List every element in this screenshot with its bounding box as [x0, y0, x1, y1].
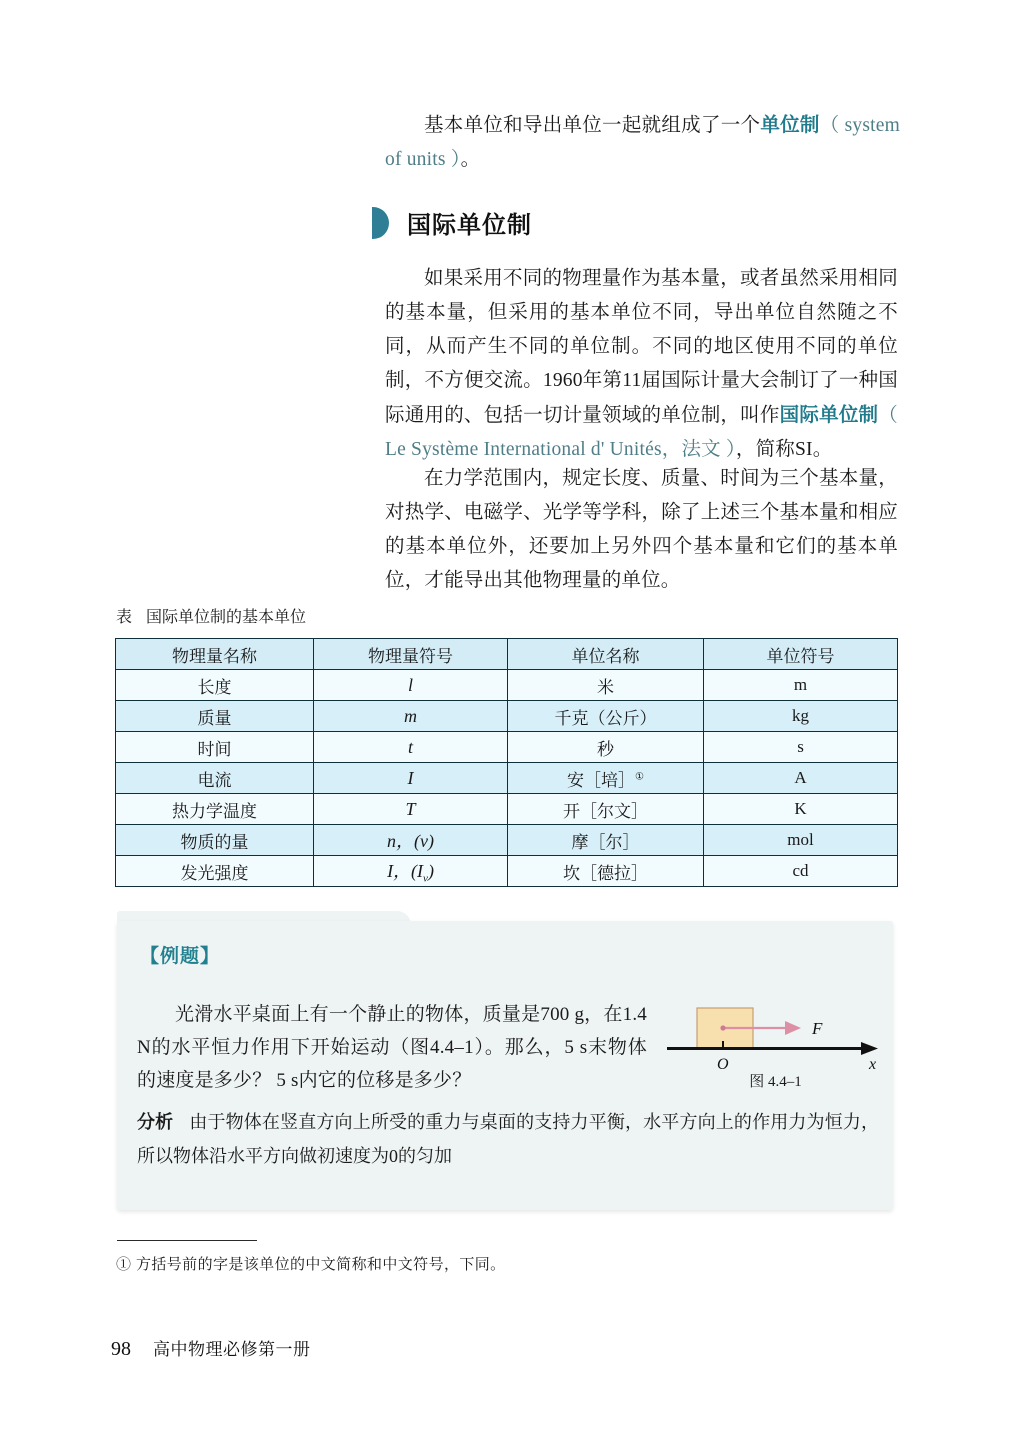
analysis-text: 由于物体在竖直方向上所受的重力与桌面的支持力平衡，水平方向上的作用力为恒力，所以物体沿水平方向做初速度为0的匀加	[137, 1112, 880, 1166]
intro-text-before: 基本单位和导出单位一起就组成了一个	[424, 115, 761, 136]
table-header-unit-name: 单位名称	[508, 639, 704, 670]
cell-footnote-marker: ①	[635, 770, 644, 782]
paragraph-one-latin-term: （ Le Système International d' Unités，法文 ）	[385, 405, 898, 460]
cell-quantity: 物质的量	[116, 825, 314, 856]
paragraph-one	[385, 262, 898, 467]
cell-unit-name: 开［尔文］	[508, 794, 704, 825]
cell-symbol: I，$(I_v)$	[314, 856, 508, 887]
cell-unit-symbol: mol	[704, 825, 898, 856]
cell-symbol: l	[314, 670, 508, 701]
intro-text-after: 。	[460, 149, 481, 170]
table-header-unit-symbol: 单位符号	[704, 639, 898, 670]
axis-label: x	[869, 1056, 877, 1073]
cell-unit-symbol: A	[704, 763, 898, 794]
table-row	[116, 825, 898, 856]
section-heading	[372, 205, 532, 240]
table-row	[116, 856, 898, 887]
cell-quantity: 时间	[116, 732, 314, 763]
cell-unit-symbol: cd	[704, 856, 898, 887]
intro-paragraph	[385, 108, 900, 177]
cell-unit-symbol: m	[704, 670, 898, 701]
cell-symbol: t	[314, 732, 508, 763]
table-row	[116, 732, 898, 763]
table-row	[116, 701, 898, 732]
cell-unit-name: 坎［德拉］	[508, 856, 704, 887]
paragraph-one-part-two: ，简称SI。	[735, 439, 833, 460]
footnote	[116, 1253, 506, 1274]
example-analysis-block	[137, 1105, 879, 1173]
force-origin-dot	[720, 1025, 725, 1030]
cell-symbol: n，(ν)	[314, 825, 508, 856]
cell-symbol: T	[314, 794, 508, 825]
cell-quantity: 质量	[116, 701, 314, 732]
footnote-text: 方括号前的字是该单位的中文简称和中文符号，下同。	[135, 1256, 506, 1273]
cell-unit-name	[508, 763, 704, 794]
cell-quantity: 热力学温度	[116, 794, 314, 825]
si-base-units-table	[115, 638, 898, 887]
paragraph-one-keyword: 国际单位制	[779, 404, 879, 426]
footnote-divider	[117, 1240, 257, 1241]
cell-symbol: m	[314, 701, 508, 732]
cell-quantity: 长度	[116, 670, 314, 701]
x-axis-arrow-head	[861, 1042, 878, 1055]
figure-caption: 图 4.4–1	[749, 1074, 802, 1090]
cell-unit-name: 摩［尔］	[508, 825, 704, 856]
table-row	[116, 763, 898, 794]
cell-symbol: I	[314, 763, 508, 794]
paragraph-two: 在力学范围内，规定长度、质量、时间为三个基本量，对热学、电磁学、光学等学科，除了上述三个基本量和相应的基本单位外，还要加上另外四个基本量和它们的基本单位，才能导出其他物理量的单位。	[385, 468, 898, 591]
origin-label: O	[717, 1056, 729, 1073]
table-row	[116, 670, 898, 701]
intro-keyword: 单位制	[760, 114, 820, 136]
paragraph-one-block	[385, 262, 898, 467]
footnote-marker: ①	[116, 1256, 132, 1273]
intro-paragraph-block	[385, 108, 900, 177]
section-heading-label: 国际单位制	[407, 212, 532, 239]
paragraph-one-part-one: 如果采用不同的物理量作为基本量，或者虽然采用相同的基本量，但采用的基本单位不同，导出单位自然随之不同，从而产生不同的单位制。不同的地区使用不同的单位制，不方便交流。1960年第11届国际计量大会制订了一种国际通用的、包括一切计量领域的单位制，叫作	[385, 268, 898, 426]
page-footer	[111, 1335, 311, 1361]
cell-quantity: 电流	[116, 763, 314, 794]
table-header-quantity-name: 物理量名称	[116, 639, 314, 670]
cell-unit-symbol: s	[704, 732, 898, 763]
table-caption	[116, 604, 306, 627]
example-label: 【例题】	[140, 946, 221, 967]
paragraph-two-block	[385, 462, 898, 598]
force-arrow-head	[785, 1021, 801, 1035]
table-caption-label: 表	[116, 609, 133, 626]
example-question-text: 光滑水平桌面上有一个静止的物体，质量是700 g，在1.4 N的水平恒力作用下开始运动（图4.4–1）。那么，5 s末物体的速度是多少？ 5 s内它的位移是多少？	[137, 1004, 647, 1091]
analysis-label: 分析	[137, 1112, 174, 1132]
cell-unit-name: 秒	[508, 732, 704, 763]
table-row	[116, 794, 898, 825]
section-marker-icon	[372, 207, 389, 239]
page-number: 98	[111, 1338, 131, 1360]
cell-unit-symbol: K	[704, 794, 898, 825]
table-header-row	[116, 639, 898, 670]
cell-unit-name: 米	[508, 670, 704, 701]
cell-unit-name-text: 安［培］	[567, 770, 636, 790]
book-title: 高中物理必修第一册	[153, 1340, 311, 1359]
table-header-quantity-symbol: 物理量符号	[314, 639, 508, 670]
cell-quantity: 发光强度	[116, 856, 314, 887]
force-label: F	[812, 1019, 823, 1038]
cell-unit-symbol: kg	[704, 701, 898, 732]
intro-latin-term: （ system of units ）	[385, 115, 900, 170]
cell-unit-name: 千克（公斤）	[508, 701, 704, 732]
table-caption-title: 国际单位制的基本单位	[146, 609, 307, 626]
